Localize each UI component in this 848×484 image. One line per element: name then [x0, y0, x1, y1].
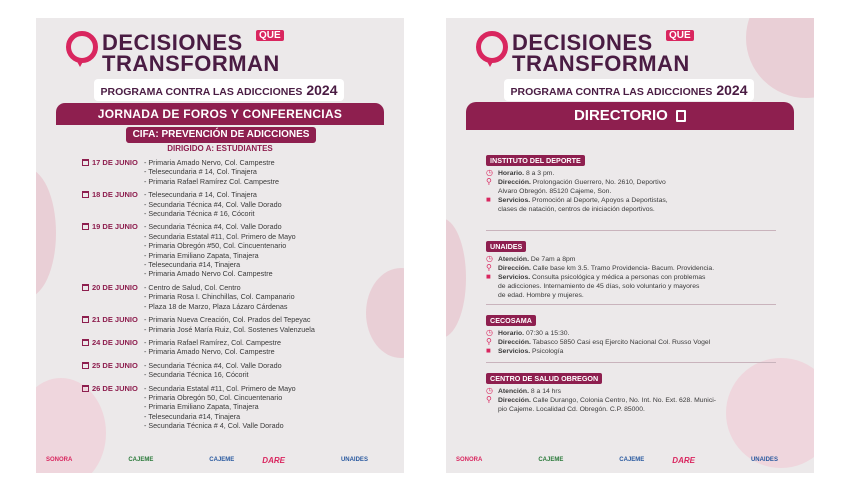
line-text [498, 255, 575, 264]
schedule-row [82, 338, 382, 357]
line-text [498, 205, 655, 214]
schedule-item: - Primaria Obregón 50, Col. Cincuentenario [144, 392, 283, 402]
schedule-date [82, 384, 144, 431]
line-value: Promoción al Deporte, Apoyos a Deportistas, [530, 197, 668, 204]
location-icon: ⚲ [486, 395, 492, 404]
directory-section [486, 310, 786, 356]
section-line [486, 255, 786, 264]
logo-bubble-icon [66, 31, 98, 63]
schedule-item: - Primaria José María Ruiz, Col. Sostenes Valenzuela [144, 324, 315, 334]
directory-section [486, 236, 786, 300]
line-text [498, 264, 714, 273]
footer-logos [456, 453, 806, 467]
date-label: 24 DE JUNIO [92, 337, 138, 347]
logo-line1: DECISIONES [512, 30, 653, 55]
schedule-date [82, 361, 144, 380]
location-icon: ⚲ [486, 263, 492, 272]
program-banner [504, 79, 754, 101]
program-label: PROGRAMA CONTRA LAS ADICCIONES [100, 86, 303, 98]
cifa-title: CIFA: PREVENCIÓN DE ADICCIONES [126, 127, 316, 143]
section-line [486, 387, 786, 396]
date-label: 18 DE JUNIO [92, 190, 138, 200]
calendar-icon [82, 339, 89, 346]
audience-label: DIRIGIDO A: ESTUDIANTES [167, 144, 273, 153]
schedule-item: - Primaria Nueva Creación, Col. Prados del Tepeyac [144, 315, 311, 325]
line-value: Calle base km 3.5. Tramo Providencia- Bacum. Providencia. [530, 265, 715, 272]
clock-icon: ◷ [486, 328, 493, 337]
footer-logo: SONORA [456, 457, 483, 463]
program-label: PROGRAMA CONTRA LAS ADICCIONES [510, 86, 713, 98]
footer-logo: CAJEME [209, 457, 235, 463]
schedule-items [144, 222, 382, 278]
program-year: 2024 [716, 82, 748, 98]
footer-logo: SONORA [46, 457, 73, 463]
line-text [498, 396, 716, 405]
logo-que: QUE [666, 30, 694, 41]
schedule-item: - Secundaria Estatal #11, Col. Primero de Mayo [144, 383, 296, 393]
section-divider [486, 362, 776, 363]
schedule-items [144, 384, 382, 431]
schedule-items [144, 283, 382, 311]
poster-directory [446, 18, 814, 473]
line-value: 07:30 a 15:30. [524, 330, 570, 337]
calendar-icon [82, 223, 89, 230]
section-line [486, 187, 786, 196]
schedule-item: - Secundaria Estatal #11, Col. Primero de Mayo [144, 231, 296, 241]
logo-line2: TRANSFORMAN [512, 51, 690, 76]
schedule-item: - Primaria Amado Nervo, Col. Campestre [144, 158, 275, 167]
logo [476, 25, 776, 75]
spacer [486, 282, 494, 290]
section-header: UNAIDES [486, 241, 526, 252]
footer-logo: DARE [672, 455, 695, 465]
section-line [486, 178, 786, 187]
line-label: Servicios. [498, 197, 531, 204]
calendar-icon [82, 284, 89, 291]
line-text [498, 291, 584, 300]
line-label: Atención. [498, 256, 529, 263]
calendar-icon [82, 316, 89, 323]
schedule-item: - Telesecundaria #14, Tinajera [144, 260, 241, 270]
schedule-item: - Secundaria Técnica #4, Col. Valle Dorado [144, 222, 282, 232]
schedule-items [144, 361, 382, 380]
section-line [486, 338, 786, 347]
schedule-item: - Secundaria Técnica # 4, Col. Valle Dorado [144, 421, 284, 431]
spacer [486, 405, 494, 413]
footer-logo: CAJEME [538, 457, 564, 463]
line-text [498, 387, 561, 396]
jornada-title: JORNADA DE FOROS Y CONFERENCIAS [56, 103, 384, 125]
line-value: de edad. Hombre y mujeres. [498, 292, 584, 299]
footer-logos [46, 453, 396, 467]
schedule-date [82, 315, 144, 334]
clock-icon: ◷ [486, 254, 493, 263]
schedule-row [82, 384, 382, 431]
line-value: Calle Durango, Colonia Centro, No. Int. No. Ext. 628. Munici- [530, 397, 716, 404]
line-text [498, 196, 668, 205]
schedule-item: - Plaza 18 de Marzo, Plaza Lázaro Cárdenas [144, 301, 288, 311]
schedule-item: - Telesecundaria #14, Tinajera [144, 411, 241, 421]
logo-line1: DECISIONES [102, 30, 243, 55]
schedule-row [82, 361, 382, 380]
line-label: Atención. [498, 388, 529, 395]
line-label: Horario. [498, 170, 525, 177]
spacer [486, 291, 494, 299]
schedule-date [82, 158, 144, 186]
directory-section [486, 368, 786, 414]
section-line [486, 273, 786, 282]
directory-section [486, 150, 786, 214]
section-line [486, 405, 786, 414]
schedule-row [82, 315, 382, 334]
line-label: Dirección. [498, 265, 531, 272]
calendar-icon [82, 191, 89, 198]
section-line [486, 282, 786, 291]
date-label: 25 DE JUNIO [92, 360, 138, 370]
schedule-date [82, 283, 144, 311]
square-icon: ■ [486, 272, 491, 281]
schedule-items [144, 338, 382, 357]
schedule-list [82, 158, 382, 435]
section-line [486, 196, 786, 205]
schedule-items [144, 158, 382, 186]
section-divider [486, 230, 776, 231]
line-value: De 7am a 8pm [528, 256, 576, 263]
schedule-item: - Primaria Emiliano Zapata, Tinajera [144, 250, 259, 260]
poster-forums [36, 18, 404, 473]
spacer [486, 187, 494, 195]
schedule-row [82, 190, 382, 218]
schedule-item: - Secundaria Técnica #4, Col. Valle Dorado [144, 199, 282, 209]
location-icon: ⚲ [486, 177, 492, 186]
date-label: 17 DE JUNIO [92, 158, 138, 167]
logo-que: QUE [256, 30, 284, 41]
directory-title [466, 102, 794, 130]
location-icon: ⚲ [486, 337, 492, 346]
line-text [498, 329, 569, 338]
line-label: Dirección. [498, 179, 531, 186]
logo-bubble-icon [476, 31, 508, 63]
date-label: 21 DE JUNIO [92, 315, 138, 325]
section-header: INSTITUTO DEL DEPORTE [486, 155, 585, 166]
line-label: Servicios. [498, 274, 531, 281]
line-text [498, 273, 705, 282]
schedule-item: - Primaria Obregón #50, Col. Cincuentenario [144, 241, 287, 251]
decorative-blob [446, 218, 466, 338]
section-header: CECOSAMA [486, 315, 536, 326]
section-line [486, 396, 786, 405]
section-line [486, 205, 786, 214]
schedule-item: - Primaria Emiliano Zapata, Tinajera [144, 402, 259, 412]
square-icon: ■ [486, 195, 491, 204]
clock-icon: ◷ [486, 168, 493, 177]
program-banner [94, 79, 344, 101]
footer-logo: DARE [262, 455, 285, 465]
line-text [498, 338, 710, 347]
spacer [486, 205, 494, 213]
line-value: Psicología [530, 348, 564, 355]
line-value: pio Cajeme. Localidad Cd. Obregón. C.P. 85000. [498, 406, 645, 413]
line-text [498, 178, 666, 187]
line-text [498, 282, 699, 291]
logo [66, 25, 366, 75]
calendar-icon [82, 362, 89, 369]
footer-logo: UNAIDES [340, 457, 368, 463]
schedule-row [82, 158, 382, 186]
clock-icon: ◷ [486, 386, 493, 395]
section-header: CENTRO DE SALUD OBREGON [486, 373, 602, 384]
footer-logo: CAJEME [619, 457, 645, 463]
section-line [486, 347, 786, 356]
schedule-date [82, 338, 144, 357]
schedule-item: - Primaria Rafael Ramírez, Col. Campestre [144, 337, 281, 347]
schedule-items [144, 315, 382, 334]
line-value: Alvaro Obregón. 85120 Cajeme, Son. [498, 188, 612, 195]
schedule-item: - Telesecundaria # 14, Col. Tinajera [144, 190, 257, 200]
line-text [498, 169, 554, 178]
line-value: Consulta psicológica y médica a personas con problemas [530, 274, 706, 281]
book-icon [676, 110, 686, 122]
line-text [498, 347, 563, 356]
line-value: Prolongación Guerrero, No. 2610, Deportivo [530, 179, 666, 186]
schedule-row [82, 283, 382, 311]
schedule-item: - Secundaria Técnica 16, Cócorit [144, 370, 249, 380]
directory-label: DIRECTORIO [573, 107, 668, 124]
section-line [486, 264, 786, 273]
section-line [486, 291, 786, 300]
schedule-items [144, 190, 382, 218]
line-label: Dirección. [498, 397, 531, 404]
line-value: clases de natación, centros de iniciación deportivos. [498, 206, 655, 213]
line-value: 8 a 3 pm. [524, 170, 555, 177]
schedule-date [82, 190, 144, 218]
section-line [486, 169, 786, 178]
square-icon: ■ [486, 346, 491, 355]
schedule-date [82, 222, 144, 278]
schedule-item: - Primaria Rafael Ramírez Col. Campestre [144, 176, 280, 186]
line-label: Dirección. [498, 339, 531, 346]
schedule-item: - Primaria Rosa I. Chinchillas, Col. Campanario [144, 292, 295, 302]
logo-line2: TRANSFORMAN [102, 51, 280, 76]
line-label: Servicios. [498, 348, 531, 355]
program-year: 2024 [306, 82, 338, 98]
schedule-item: - Telesecundaria # 14, Col. Tinajera [144, 167, 257, 177]
date-label: 26 DE JUNIO [92, 383, 138, 393]
calendar-icon [82, 385, 89, 392]
line-value: 8 a 14 hrs [528, 388, 562, 395]
footer-logo: CAJEME [128, 457, 154, 463]
decorative-blob [36, 168, 56, 298]
date-label: 20 DE JUNIO [92, 282, 138, 292]
schedule-item: - Secundaria Técnica #4, Col. Valle Dorado [144, 360, 282, 370]
line-value: de adicciones. Internamiento de 45 días, solo voluntario y mayores [498, 283, 700, 290]
line-value: Tabasco 5850 Casi esq Ejercito Nacional Col. Russo Vogel [530, 339, 711, 346]
schedule-item: - Primaria Amado Nervo, Col. Campestre [144, 347, 275, 357]
line-text [498, 405, 645, 414]
footer-logo: UNAIDES [750, 457, 778, 463]
schedule-row [82, 222, 382, 278]
schedule-item: - Secundaria Técnica # 16, Cócorit [144, 209, 255, 219]
calendar-icon [82, 159, 89, 166]
schedule-item: - Centro de Salud, Col. Centro [144, 282, 241, 292]
schedule-item: - Primaria Amado Nervo Col. Campestre [144, 269, 273, 279]
section-line [486, 329, 786, 338]
date-label: 19 DE JUNIO [92, 222, 138, 232]
section-divider [486, 304, 776, 305]
line-text [498, 187, 611, 196]
line-label: Horario. [498, 330, 525, 337]
